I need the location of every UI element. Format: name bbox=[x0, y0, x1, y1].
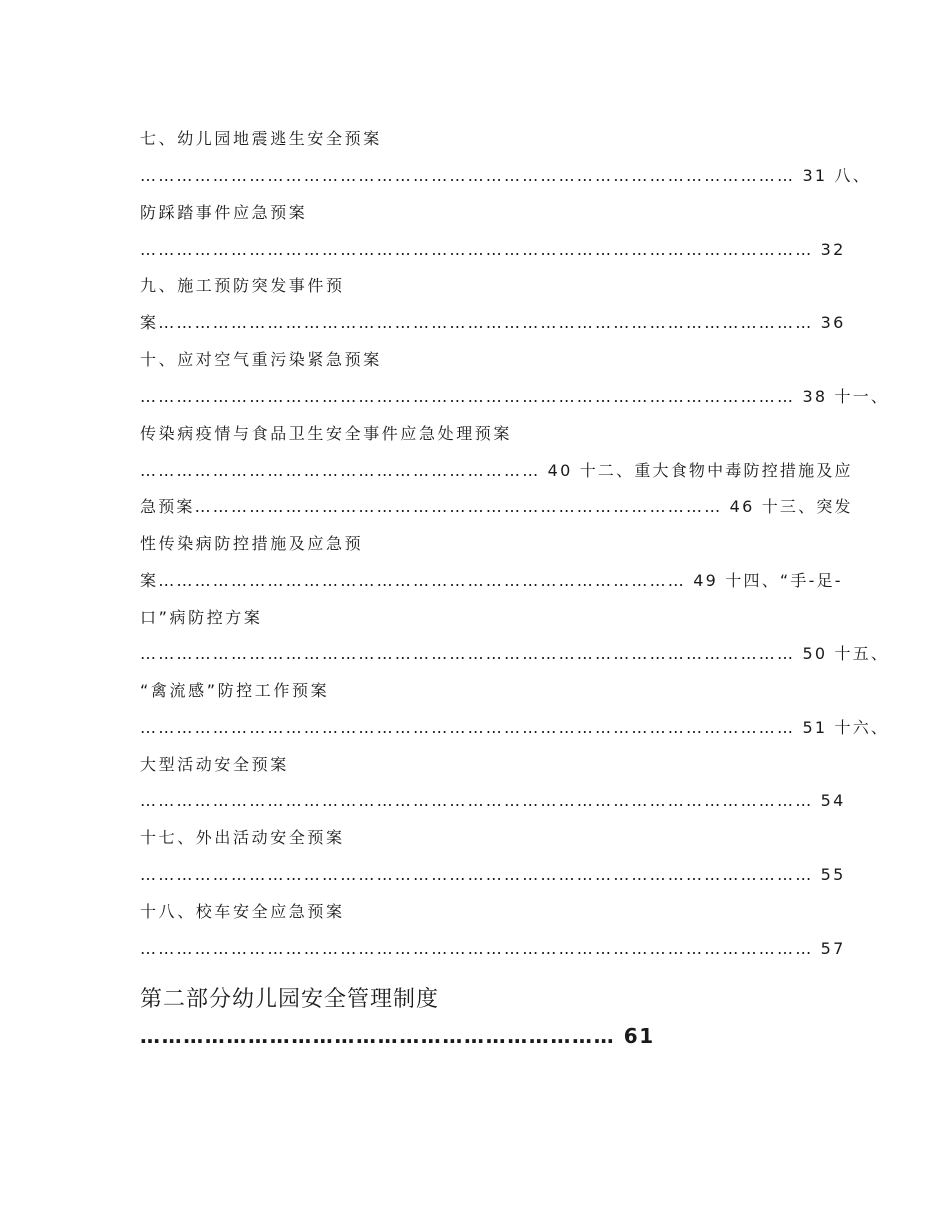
toc-line: 口”病防控方案 bbox=[140, 608, 263, 627]
toc-line: ……………………………………………………………………………………………… 38 十一、 bbox=[140, 387, 890, 406]
toc-line: 十八、校车安全应急预案 bbox=[140, 902, 345, 921]
toc-line: “禽流感”防控工作预案 bbox=[140, 681, 330, 700]
toc-line: ……………………………………………………………………………………………… 31 八、 bbox=[140, 166, 871, 185]
toc-line: ………………………………………………………………………………………………… 57 bbox=[140, 939, 846, 958]
toc-line: 七、幼儿园地震逃生安全预案 bbox=[140, 129, 382, 148]
toc-line: 传染病疫情与食品卫生安全事件应急处理预案 bbox=[140, 424, 513, 443]
toc-line: ……………………………………………………………………………………………… 51 十六、 bbox=[140, 718, 890, 737]
toc-line: ………………………………………………………… 40 十二、重大食物中毒防控措施及应 bbox=[140, 461, 853, 480]
toc-line: 大型活动安全预案 bbox=[140, 755, 289, 774]
toc-line: ………………………………………………………………………………………………… 55 bbox=[140, 865, 846, 884]
toc-line: ………………………………………………………………………………………………… 54 bbox=[140, 791, 846, 810]
toc-line: ……………………………………………………………………………………………… 50 十五、 bbox=[140, 644, 890, 663]
toc-line: 十、应对空气重污染紧急预案 bbox=[140, 350, 382, 369]
toc-line: 防踩踏事件应急预案 bbox=[140, 203, 308, 222]
toc-line: 十七、外出活动安全预案 bbox=[140, 828, 345, 847]
toc-line: 急预案…………………………………………………………………………… 46 十三、突发 bbox=[140, 497, 853, 516]
toc-line: 案…………………………………………………………………………… 49 十四、“手-足- bbox=[140, 571, 843, 590]
toc-line: 性传染病防控措施及应急预 bbox=[140, 534, 364, 553]
part-dots-line: ………………………………………………………… 61 bbox=[140, 1024, 655, 1048]
toc-line: 案……………………………………………………………………………………………… 36 bbox=[140, 313, 846, 332]
toc-line: ………………………………………………………………………………………………… 32 bbox=[140, 240, 846, 259]
part-title: 第二部分幼儿园安全管理制度 bbox=[140, 987, 440, 1012]
toc-line: 九、施工预防突发事件预 bbox=[140, 276, 345, 295]
